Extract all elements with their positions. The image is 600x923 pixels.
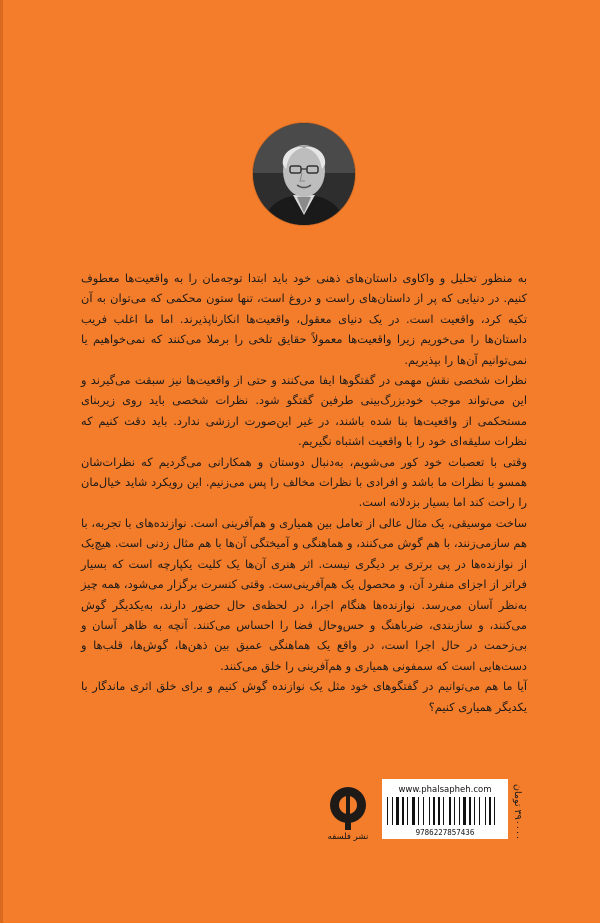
publisher-website: www.phalsapheh.com xyxy=(398,785,492,795)
barcode-bar xyxy=(429,797,430,825)
back-cover-blurb xyxy=(81,268,527,717)
blurb-paragraph: ساخت موسیقی، یک مثال عالی از تعامل بین همیاری و هم‌آفرینی است. نوازنده‌های با تجربه، با هم سازمی‌زنند، با هم گوش می‌کنند، و هماهنگی و آمیختگی آن‌ها با هم مثال زدنی است. هیچ‌یک از نوازنده‌ها در پی برتری بر دیگری نیست. اثر هنری آن‌ها یک کلیت یکپارچه است که بسیار فراتر از اجزای منفرد آن، و محصول یک هم‌آفرینی‌ست. وقتی کنسرت برگزار می‌شود، همه چیز به‌نظر آسان می‌رسد. نوازنده‌ها هنگام اجرا، در لحظه‌ی حال حضور دارند، به‌یکدیگر گوش می‌کنند، و سازبندی، ضرباهنگ و حس‌وحال فضا را احساس می‌کنند. آنچه به ظاهر آسان و بی‌زحمت در حال اجرا است، در واقع یک هماهنگی عمیق بین ذهن‌ها، گوش‌ها، قلب‌ها و دست‌هایی است که سمفونی همیاری و هم‌آفرینی را خلق می‌کنند. xyxy=(81,515,527,673)
barcode-bar xyxy=(418,797,419,825)
barcode-bar xyxy=(494,797,495,825)
barcode-bar xyxy=(485,797,486,825)
barcode-bar xyxy=(392,797,393,825)
barcode-bar xyxy=(489,797,491,825)
isbn-number: 9786227857436 xyxy=(415,828,475,837)
barcode-bar xyxy=(433,797,435,825)
barcode-bars xyxy=(386,797,504,827)
blurb-paragraph: وقتی با تعصبات خود کور می‌شویم، به‌دنبال دوستان و همکارانی می‌گردیم که نظرات‌شان همسو با نظرات ما باشد و افرادی با نظرات مخالف را پس می‌زنیم. این رویکرد شاید خیال‌مان را راحت کند اما بسیار بزدلانه است. xyxy=(81,454,527,510)
publisher-logo-icon xyxy=(329,786,367,834)
barcode-bar xyxy=(387,797,388,825)
barcode-bar xyxy=(469,797,471,825)
barcode-bar xyxy=(412,797,415,825)
barcode-bar xyxy=(459,797,460,825)
author-portrait-icon xyxy=(253,123,355,225)
barcode-bar xyxy=(449,797,451,825)
barcode-bar xyxy=(407,797,408,825)
barcode-bar xyxy=(396,797,399,825)
blurb-paragraph: به منظور تحلیل و واکاوی داستان‌های ذهنی خود باید ابتدا توجه‌مان را به واقعیت‌ها معطوف کنیم. در دنیایی که پر از داستان‌های راست و دروغ است، تنها ستون محکمی که می‌توان به آن تکیه کرد، واقعیت است. در یک دنیای معقول، واقعیت‌ها انکارناپذیرند. اما ما اغلب فریب داستان‌ها را می‌خوریم زیرا واقعیت‌ها معمولاً حقایق تلخی را برملا می‌کنند که نمی‌خواهیم یا نمی‌توانیم آن‌ها را بپذیریم. xyxy=(81,271,527,367)
barcode-bar xyxy=(438,797,440,825)
barcode-bar xyxy=(423,797,424,825)
barcode-bar xyxy=(463,797,466,825)
barcode-bar xyxy=(474,797,475,825)
barcode-bar xyxy=(443,797,444,825)
barcode-bar xyxy=(479,797,480,825)
publisher-name: نشر فلسفه xyxy=(327,832,369,842)
barcode-bar xyxy=(402,797,404,825)
blurb-paragraph: آیا ما هم می‌توانیم در گفتگوهای خود مثل یک نوازنده گوش کنیم و برای خلق اثری ماندگار با یکدیگر همیاری کنیم؟ xyxy=(81,679,527,714)
blurb-paragraph: نظرات شخصی نقش مهمی در گفتگوها ایفا می‌کنند و حتی از واقعیت‌ها نیز سبقت می‌گیرند و این می‌تواند موجب خودبزرگ‌بینی طرفین گفتگو شود. نظرات شخصی باید روی زیربنای مستحکمی از واقعیت‌ها بنا شده باشند، در غیر این‌صورت ارزشی ندارد. باید دقت کنیم که نظرات سلیقه‌ای خود را با واقعیت اشتباه نگیریم. xyxy=(81,373,527,449)
author-photo xyxy=(253,123,355,225)
price-label: ۳۹۰۰۰۰ تومان xyxy=(512,784,523,841)
barcode-bar xyxy=(454,797,455,825)
